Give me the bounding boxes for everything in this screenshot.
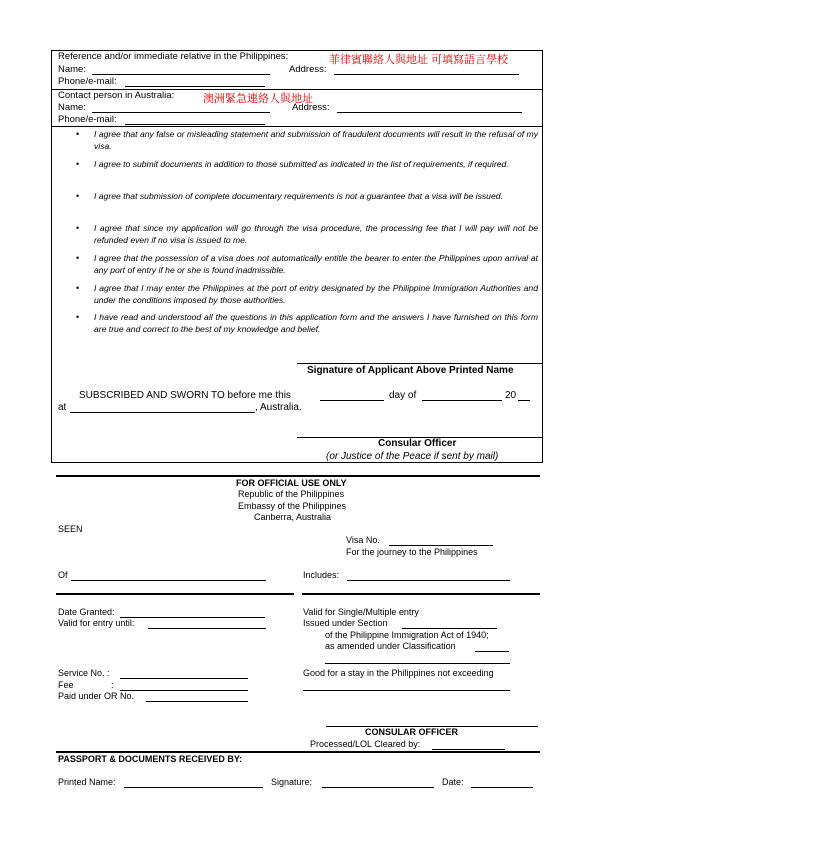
fee-label: Fee: [58, 680, 74, 690]
bullet: •: [76, 283, 80, 293]
sworn-month-field[interactable]: [422, 390, 502, 401]
good-for-line[interactable]: [303, 690, 510, 691]
official-line1: Republic of the Philippines: [238, 489, 345, 499]
divider: [56, 593, 294, 595]
date-granted-label: Date Granted:: [58, 607, 115, 617]
paid-under-label: Paid under OR No.: [58, 691, 135, 701]
reference-phone-field[interactable]: [125, 76, 265, 87]
reference-phone-label: Phone/e-mail:: [58, 76, 117, 87]
contact-label: Contact person in Australia:: [58, 90, 175, 101]
fee-field[interactable]: [120, 680, 248, 691]
bullet: •: [76, 129, 80, 139]
consular-officer-caps: CONSULAR OFFICER: [365, 727, 458, 737]
agreement-2: I agree to submit documents in addition to those submitted as indicated in the list of requirements, if required.: [94, 159, 509, 169]
reference-name-field[interactable]: [92, 64, 270, 75]
agreement-5: I agree that the possession of a visa does not automatically entitle the bearer to enter the Philippines upon arrival at any port of entry if he or she is found inadmissible.: [94, 253, 538, 275]
fee-colon: :: [111, 680, 114, 690]
bullet: •: [76, 159, 80, 169]
agreement-7: I have read and understood all the questions in this application form and the answers I have furnished on this form are true and correct to the best of my knowledge and belief.: [94, 312, 538, 334]
journey-label: For the journey to the Philippines: [346, 547, 478, 557]
bullet: •: [76, 191, 80, 201]
reference-name-label: Name:: [58, 64, 86, 75]
sworn-day-of: day of: [389, 390, 417, 401]
sworn-at: at: [58, 402, 67, 413]
contact-address-label: Address:: [292, 102, 330, 113]
date-label: Date:: [442, 777, 464, 787]
good-for-label: Good for a stay in the Philippines not exceeding: [303, 668, 494, 678]
printed-name-label: Printed Name:: [58, 777, 116, 787]
agreement-4: I agree that since my application will go through the visa procedure, the processing fee that I will pay will not be refunded even if no visa is issued to me.: [94, 223, 538, 245]
bullet: •: [76, 223, 80, 233]
consular-note: (or Justice of the Peace if sent by mail): [326, 451, 499, 462]
printed-name-field[interactable]: [124, 777, 263, 788]
contact-name-label: Name:: [58, 102, 86, 113]
visa-no-label: Visa No.: [346, 535, 380, 545]
bullet: •: [76, 253, 80, 263]
issued-under-field[interactable]: [402, 618, 497, 629]
processed-field[interactable]: [432, 739, 505, 750]
sworn-text: SUBSCRIBED AND SWORN TO before me this: [79, 390, 291, 401]
service-no-field[interactable]: [120, 668, 248, 679]
official-title: FOR OFFICIAL USE ONLY: [236, 478, 347, 488]
divider: [51, 126, 543, 127]
contact-note: 澳洲緊急連絡人與地址: [203, 93, 313, 105]
signature-label: Signature of Applicant Above Printed Name: [307, 365, 514, 376]
valid-single-label: Valid for Single/Multiple entry: [303, 607, 419, 617]
agreement-6: I agree that I may enter the Philippines at the port of entry designated by the Philippine Immigration Authorities and under the conditions imposed by those authorities.: [94, 283, 538, 305]
signature-line[interactable]: [297, 363, 543, 364]
includes-field[interactable]: [347, 570, 510, 581]
service-no-label: Service No. :: [58, 668, 110, 678]
amended-label: as amended under Classification: [325, 641, 456, 651]
reference-note: 菲律賓聯絡人與地址 可填寫語言學校: [329, 54, 509, 66]
date-field[interactable]: [471, 777, 533, 788]
processed-label: Processed/LOL Cleared by:: [310, 739, 421, 749]
agreement-1: I agree that any false or misleading statement and submission of fraudulent documents will result in the refusal of my visa.: [94, 129, 538, 151]
valid-until-label: Valid for entry until:: [58, 618, 135, 628]
sworn-place-field[interactable]: [70, 402, 255, 413]
classification-line[interactable]: [325, 663, 510, 664]
visa-no-field[interactable]: [389, 535, 493, 546]
sworn-australia: , Australia.: [255, 402, 302, 413]
official-line2: Embassy of the Philippines: [238, 501, 347, 511]
official-line3: Canberra, Australia: [254, 512, 332, 522]
contact-address-field[interactable]: [337, 102, 522, 113]
act-label: of the Philippine Immigration Act of 1940;: [325, 630, 489, 640]
signature-label-bottom: Signature:: [271, 777, 313, 787]
sworn-year-label: 20: [505, 390, 517, 401]
seen-label: SEEN: [58, 524, 83, 534]
agreement-3: I agree that submission of complete documentary requirements is not a guarantee that a visa will be issued.: [94, 191, 503, 201]
divider: [56, 475, 540, 477]
classification-field[interactable]: [475, 641, 509, 652]
contact-phone-label: Phone/e-mail:: [58, 114, 117, 125]
issued-under-label: Issued under Section: [303, 618, 388, 628]
date-granted-field[interactable]: [120, 607, 265, 618]
signature-field[interactable]: [322, 777, 434, 788]
of-label: Of: [58, 570, 68, 580]
bullet: •: [76, 312, 80, 322]
contact-name-field[interactable]: [92, 102, 270, 113]
divider: [56, 751, 540, 753]
includes-label: Includes:: [303, 570, 340, 580]
sworn-day-field[interactable]: [320, 390, 384, 401]
reference-address-label: Address:: [289, 64, 327, 75]
of-field[interactable]: [71, 570, 266, 581]
divider: [302, 593, 540, 595]
reference-label: Reference and/or immediate relative in the Philippines:: [58, 51, 289, 62]
valid-until-field[interactable]: [148, 618, 266, 629]
consular-officer-label: Consular Officer: [378, 438, 457, 449]
paid-under-field[interactable]: [146, 691, 248, 702]
reference-address-field[interactable]: [334, 64, 519, 75]
sworn-year-field[interactable]: [518, 390, 530, 401]
contact-phone-field[interactable]: [125, 114, 265, 125]
passport-label: PASSPORT & DOCUMENTS RECEIVED BY:: [58, 754, 243, 764]
